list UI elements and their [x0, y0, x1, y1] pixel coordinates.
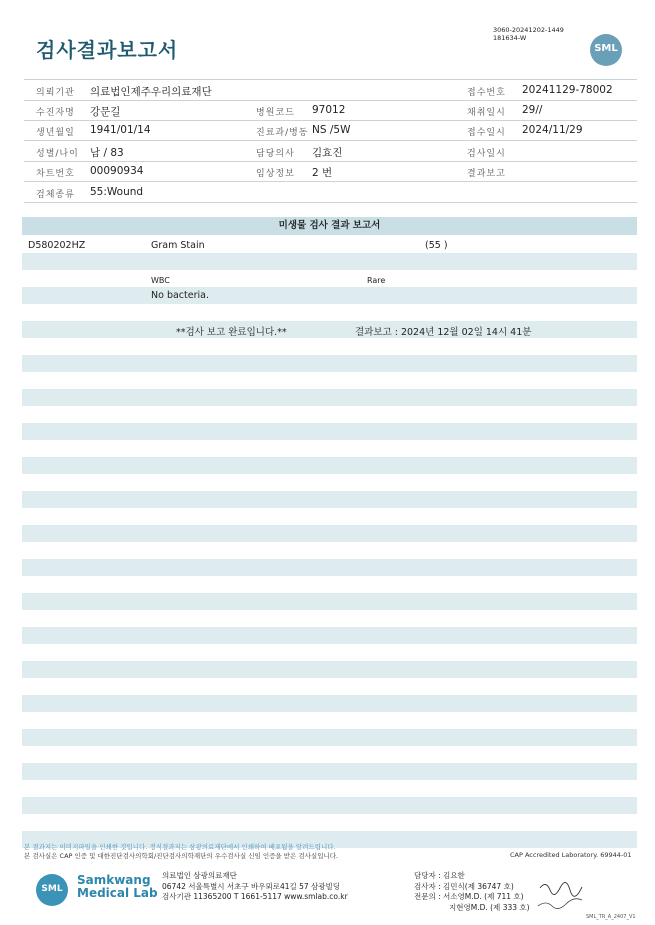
result-band	[22, 695, 637, 712]
result-band	[22, 797, 637, 814]
tester-name: 김민식(제 36747 호)	[443, 881, 514, 891]
info-row	[24, 79, 637, 101]
info-label: 병원코드	[256, 108, 295, 118]
brand-line-1: Samkwang	[77, 873, 151, 887]
sml-logo-text: SML	[594, 43, 618, 54]
report-section-title: 미생물 검사 결과 보고서	[22, 217, 637, 235]
result-band	[22, 423, 637, 440]
info-label: 접수번호	[467, 88, 506, 98]
result-band	[22, 559, 637, 576]
org-contact: 검사기관 11365200 T 1661-5117 www.smlab.co.kr	[162, 892, 348, 901]
info-value: 2 번	[312, 167, 333, 179]
result-band	[22, 593, 637, 610]
result-band	[22, 389, 637, 406]
page-title: 검사결과보고서	[36, 38, 179, 62]
info-row	[24, 182, 637, 203]
staff-info	[414, 871, 530, 913]
result-band	[22, 253, 637, 270]
accreditation-notice: 본 검사실은 CAP 인증 및 대한진단검사의학회/진단검사의학재단의 우수검사실 신임 인증을 받은 검사실입니다.	[24, 852, 339, 860]
wbc-label: WBC	[151, 276, 170, 285]
info-row	[24, 100, 637, 121]
info-label: 채취일시	[467, 108, 506, 118]
result-band	[22, 355, 637, 372]
info-label: 수진자명	[36, 108, 75, 118]
specialist-name-1: 서소영M.D. (제 711 호)	[443, 892, 524, 901]
info-value: 00090934	[90, 165, 144, 177]
specialist-label: 전문의 :	[414, 892, 441, 901]
result-band	[22, 763, 637, 780]
info-row	[24, 141, 637, 162]
info-value: 29//	[522, 104, 543, 116]
result-band	[22, 627, 637, 644]
info-value: NS /5W	[312, 124, 351, 136]
report-code-line-2: 181634-W	[493, 34, 527, 42]
result-band	[22, 287, 637, 304]
sml-logo	[590, 34, 622, 66]
info-label: 진료과/병동	[256, 128, 309, 138]
signature-1	[540, 882, 582, 896]
info-value: 2024/11/29	[522, 124, 583, 136]
cap-accreditation: CAP Accredited Laboratory. 69944-01	[510, 851, 632, 859]
brand-name	[77, 874, 158, 900]
report-code	[493, 26, 564, 42]
info-label: 결과보고	[467, 169, 506, 179]
info-label: 접수일시	[467, 128, 506, 138]
info-label: 의뢰기관	[36, 88, 75, 98]
staff-label: 담당자 :	[414, 871, 441, 880]
info-label: 차트번호	[36, 169, 75, 179]
report-complete-text: **검사 보고 완료입니다.**	[176, 327, 287, 338]
result-band	[22, 321, 637, 338]
result-band	[22, 729, 637, 746]
result-band	[22, 491, 637, 508]
info-row	[24, 120, 637, 141]
footer-sml-logo	[36, 874, 68, 906]
result-band	[22, 661, 637, 678]
footer-logo-text: SML	[41, 884, 63, 894]
info-value: 의료법인제주우리의료재단	[90, 86, 212, 98]
info-value: 97012	[312, 104, 346, 116]
specialist-name-2: 지현영M.D. (제 333 호)	[449, 902, 530, 912]
test-number: (55 )	[425, 240, 448, 251]
info-label: 검체종류	[36, 190, 75, 200]
staff-name: 김요한	[443, 871, 465, 880]
info-value: 1941/01/14	[90, 124, 151, 136]
org-name: 의료법인 삼광의료재단	[162, 871, 237, 880]
info-label: 성별/나이	[36, 149, 79, 159]
result-band	[22, 457, 637, 474]
tester-label: 검사자 :	[414, 881, 441, 891]
org-info	[162, 871, 348, 903]
info-label: 임상정보	[256, 169, 295, 179]
report-time: 결과보고 : 2024년 12월 02일 14시 41분	[355, 327, 532, 338]
brand-line-2: Medical Lab	[77, 886, 158, 900]
report-code-line-1: 3060-20241202-1449	[493, 26, 564, 34]
test-code: D580202HZ	[28, 240, 86, 251]
info-value: 김효진	[312, 147, 343, 159]
info-value: 20241129-78002	[522, 84, 613, 96]
info-value: 강문길	[90, 106, 121, 118]
form-code: SML_TR_A_2407_V1	[586, 914, 636, 920]
info-label: 검사일시	[467, 149, 506, 159]
info-label: 생년월일	[36, 128, 75, 138]
info-row	[24, 161, 637, 182]
test-name: Gram Stain	[151, 240, 205, 251]
image-notice: 본 결과지는 이미지파일을 인쇄한 것입니다. 정식결과지는 삼광의료재단에서 인쇄하여 배포됨을 알려드립니다.	[24, 843, 336, 851]
info-value: 남 / 83	[90, 147, 124, 159]
info-value: 55:Wound	[90, 186, 144, 198]
info-label: 담당의사	[256, 149, 295, 159]
signature-2	[538, 899, 582, 909]
org-address: 06742 서울특별시 서초구 바우뫼로41길 57 삼광빌딩	[162, 881, 341, 891]
finding-text: No bacteria.	[151, 290, 209, 301]
result-band	[22, 525, 637, 542]
wbc-value: Rare	[367, 276, 386, 285]
